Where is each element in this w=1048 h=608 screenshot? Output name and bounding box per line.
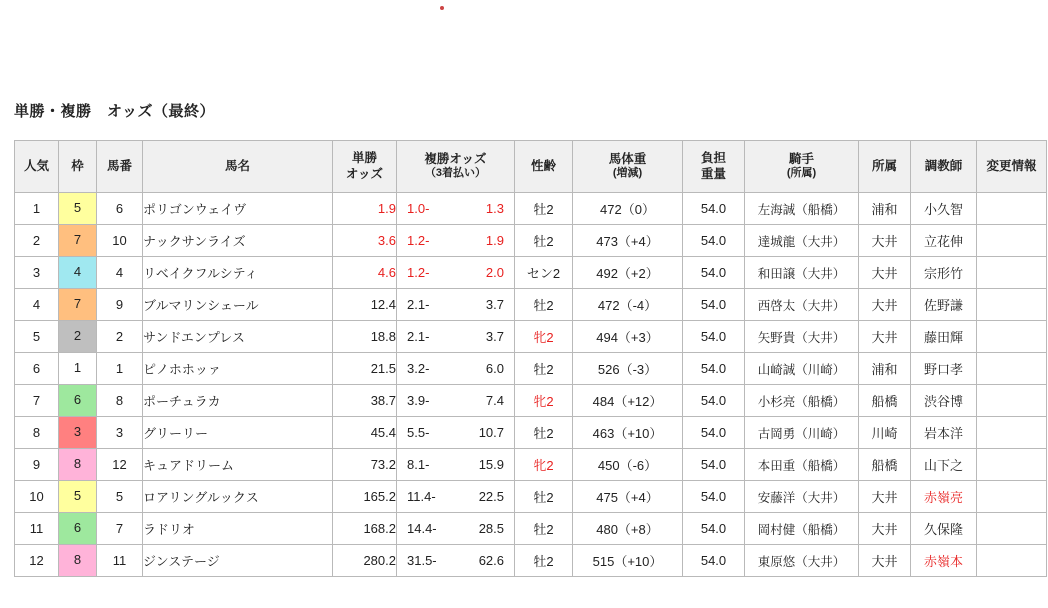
cell-tansho-odds: 165.2: [333, 481, 397, 513]
cell-futan: 54.0: [683, 257, 745, 289]
fukusho-high: 1.9: [485, 232, 504, 248]
cell-ninki: 4: [15, 289, 59, 321]
fukusho-high: 1.3: [485, 200, 504, 216]
cell-shozoku: 浦和: [859, 353, 911, 385]
cell-bamei[interactable]: ピノホホッァ: [143, 353, 333, 385]
cell-fukusho-odds: [397, 321, 515, 353]
cell-fukusho-odds: [397, 289, 515, 321]
cell-shozoku: 大井: [859, 481, 911, 513]
cell-kishu[interactable]: 和田譲（大井）: [745, 257, 859, 289]
header-henkou: 変更情報: [977, 141, 1047, 193]
cell-seirei: 牡2: [515, 545, 573, 577]
cell-seirei: セン2: [515, 257, 573, 289]
cell-shozoku: 浦和: [859, 193, 911, 225]
cell-ninki: 10: [15, 481, 59, 513]
cell-tansho-odds: 4.6: [333, 257, 397, 289]
cell-shozoku: 大井: [859, 321, 911, 353]
fukusho-low: 1.2-: [407, 232, 430, 248]
cell-seirei: 牡2: [515, 225, 573, 257]
cell-tansho-odds: 38.7: [333, 385, 397, 417]
waku-badge: 5: [59, 193, 96, 224]
cell-bataiju: 473（+4）: [573, 225, 683, 257]
cell-henkou: [977, 449, 1047, 481]
cell-fukusho-odds: [397, 545, 515, 577]
cell-seirei: 牝2: [515, 321, 573, 353]
cell-ninki: 6: [15, 353, 59, 385]
cell-waku: [59, 513, 97, 545]
table-row: [15, 257, 1047, 289]
cell-chokyoshi[interactable]: 藤田輝: [911, 321, 977, 353]
cell-futan: 54.0: [683, 353, 745, 385]
cell-seirei: 牡2: [515, 481, 573, 513]
waku-badge: 5: [59, 481, 96, 512]
cell-umaban: 1: [97, 353, 143, 385]
table-row: [15, 289, 1047, 321]
cell-chokyoshi[interactable]: 赤嶺亮: [911, 481, 977, 513]
fukusho-low: 2.1-: [407, 296, 430, 312]
fukusho-low: 1.2-: [407, 264, 430, 280]
fukusho-high: 10.7: [478, 424, 504, 440]
fukusho-low: 14.4-: [407, 520, 437, 536]
table-header-row: [15, 141, 1047, 193]
cell-kishu[interactable]: 東原悠（大井）: [745, 545, 859, 577]
cell-fukusho-odds: [397, 193, 515, 225]
header-shozoku: 所属: [859, 141, 911, 193]
table-row: [15, 193, 1047, 225]
cell-tansho-odds: 1.9: [333, 193, 397, 225]
cell-umaban: 8: [97, 385, 143, 417]
header-umaban: 馬番: [97, 141, 143, 193]
cell-futan: 54.0: [683, 449, 745, 481]
cell-shozoku: 大井: [859, 513, 911, 545]
fukusho-low: 3.9-: [407, 392, 430, 408]
cell-bataiju: 515（+10）: [573, 545, 683, 577]
cell-kishu[interactable]: 左海誠（船橋）: [745, 193, 859, 225]
waku-badge: 4: [59, 257, 96, 288]
cell-ninki: 5: [15, 321, 59, 353]
table-row: [15, 321, 1047, 353]
cell-henkou: [977, 321, 1047, 353]
cell-waku: [59, 321, 97, 353]
cell-waku: [59, 353, 97, 385]
cell-bataiju: 450（-6）: [573, 449, 683, 481]
cell-bamei[interactable]: ジンステージ: [143, 545, 333, 577]
cell-fukusho-odds: [397, 257, 515, 289]
cell-umaban: 5: [97, 481, 143, 513]
cell-bataiju: 472（0）: [573, 193, 683, 225]
waku-badge: 3: [59, 417, 96, 448]
cell-bataiju: 472（-4）: [573, 289, 683, 321]
cell-bataiju: 484（+12）: [573, 385, 683, 417]
cell-bataiju: 463（+10）: [573, 417, 683, 449]
cell-chokyoshi[interactable]: 山下之: [911, 449, 977, 481]
fukusho-low: 2.1-: [407, 328, 430, 344]
cell-bataiju: 475（+4）: [573, 481, 683, 513]
cell-seirei: 牝2: [515, 449, 573, 481]
cell-kishu[interactable]: 小杉亮（船橋）: [745, 385, 859, 417]
cell-henkou: [977, 481, 1047, 513]
cell-ninki: 2: [15, 225, 59, 257]
cell-futan: 54.0: [683, 321, 745, 353]
cell-fukusho-odds: [397, 513, 515, 545]
table-row: [15, 385, 1047, 417]
cell-henkou: [977, 289, 1047, 321]
cell-umaban: 9: [97, 289, 143, 321]
cell-chokyoshi[interactable]: 岩本洋: [911, 417, 977, 449]
waku-badge: 7: [59, 289, 96, 320]
waku-badge: 8: [59, 449, 96, 480]
waku-badge: 2: [59, 321, 96, 352]
fukusho-high: 15.9: [478, 456, 504, 472]
table-row: [15, 545, 1047, 577]
cell-waku: [59, 449, 97, 481]
cell-bataiju: 494（+3）: [573, 321, 683, 353]
fukusho-low: 8.1-: [407, 456, 430, 472]
header-seirei: 性齢: [515, 141, 573, 193]
header-ninki: 人気: [15, 141, 59, 193]
table-row: [15, 449, 1047, 481]
cell-futan: 54.0: [683, 513, 745, 545]
header-tansho-line1: 単勝: [351, 150, 377, 165]
cell-shozoku: 大井: [859, 289, 911, 321]
cell-bamei[interactable]: ポーチュラカ: [143, 385, 333, 417]
table-row: [15, 513, 1047, 545]
cell-kishu[interactable]: 本田重（船橋）: [745, 449, 859, 481]
cell-waku: [59, 193, 97, 225]
cell-chokyoshi[interactable]: 立花伸: [911, 225, 977, 257]
cell-kishu[interactable]: 古岡勇（川崎）: [745, 417, 859, 449]
cell-tansho-odds: 12.4: [333, 289, 397, 321]
cell-tansho-odds: 3.6: [333, 225, 397, 257]
cell-ninki: 9: [15, 449, 59, 481]
fukusho-high: 6.0: [485, 360, 504, 376]
cell-tansho-odds: 168.2: [333, 513, 397, 545]
cell-umaban: 10: [97, 225, 143, 257]
fukusho-high: 3.7: [485, 328, 504, 344]
cell-fukusho-odds: [397, 481, 515, 513]
waku-badge: 6: [59, 385, 96, 416]
cell-umaban: 2: [97, 321, 143, 353]
cell-henkou: [977, 353, 1047, 385]
cell-bamei[interactable]: ナックサンライズ: [143, 225, 333, 257]
cell-bamei[interactable]: リベイクフルシティ: [143, 257, 333, 289]
cell-chokyoshi[interactable]: 久保隆: [911, 513, 977, 545]
header-fukusho-line2: （3着払い）: [424, 167, 487, 180]
cell-seirei: 牡2: [515, 353, 573, 385]
cell-henkou: [977, 545, 1047, 577]
header-fukusho-line1: 複勝オッズ: [424, 151, 487, 166]
page-marker-dot: [440, 6, 444, 10]
cell-waku: [59, 289, 97, 321]
cell-fukusho-odds: [397, 417, 515, 449]
waku-badge: 6: [59, 513, 96, 544]
cell-chokyoshi[interactable]: 佐野謙: [911, 289, 977, 321]
cell-umaban: 12: [97, 449, 143, 481]
odds-table: [14, 140, 1047, 577]
cell-umaban: 11: [97, 545, 143, 577]
cell-ninki: 3: [15, 257, 59, 289]
cell-bamei[interactable]: ラドリオ: [143, 513, 333, 545]
cell-umaban: 4: [97, 257, 143, 289]
header-bataiju: [573, 141, 683, 193]
cell-chokyoshi[interactable]: 渋谷博: [911, 385, 977, 417]
fukusho-low: 11.4-: [407, 488, 436, 504]
cell-seirei: 牡2: [515, 513, 573, 545]
cell-tansho-odds: 18.8: [333, 321, 397, 353]
cell-waku: [59, 545, 97, 577]
fukusho-high: 62.6: [478, 552, 504, 568]
cell-waku: [59, 417, 97, 449]
cell-tansho-odds: 45.4: [333, 417, 397, 449]
cell-fukusho-odds: [397, 385, 515, 417]
table-row: [15, 417, 1047, 449]
header-waku: 枠: [59, 141, 97, 193]
cell-kishu[interactable]: 矢野貴（大井）: [745, 321, 859, 353]
cell-waku: [59, 257, 97, 289]
cell-henkou: [977, 385, 1047, 417]
cell-ninki: 11: [15, 513, 59, 545]
fukusho-low: 31.5-: [407, 552, 437, 568]
cell-henkou: [977, 193, 1047, 225]
header-futan-line1: 負担: [700, 150, 726, 165]
cell-kishu[interactable]: 西啓太（大井）: [745, 289, 859, 321]
cell-shozoku: 船橋: [859, 449, 911, 481]
odds-table-container: [14, 140, 1037, 577]
cell-chokyoshi[interactable]: 宗形竹: [911, 257, 977, 289]
header-tansho-line2: オッズ: [345, 166, 384, 181]
cell-futan: 54.0: [683, 289, 745, 321]
cell-umaban: 3: [97, 417, 143, 449]
fukusho-low: 1.0-: [407, 200, 430, 216]
cell-bamei[interactable]: ブルマリンシェール: [143, 289, 333, 321]
header-chokyoshi: 調教師: [911, 141, 977, 193]
cell-ninki: 7: [15, 385, 59, 417]
cell-henkou: [977, 513, 1047, 545]
cell-kishu[interactable]: 岡村健（船橋）: [745, 513, 859, 545]
cell-shozoku: 大井: [859, 257, 911, 289]
odds-table-body: [15, 193, 1047, 577]
cell-futan: 54.0: [683, 545, 745, 577]
cell-bamei[interactable]: サンドエンプレス: [143, 321, 333, 353]
table-row: [15, 225, 1047, 257]
fukusho-high: 2.0: [485, 264, 504, 280]
cell-chokyoshi[interactable]: 野口孝: [911, 353, 977, 385]
header-bamei: 馬名: [143, 141, 333, 193]
cell-bamei[interactable]: グリーリー: [143, 417, 333, 449]
cell-futan: 54.0: [683, 385, 745, 417]
fukusho-high: 7.4: [485, 392, 504, 408]
header-bataiju-line1: 馬体重: [608, 151, 647, 166]
fukusho-high: 28.5: [478, 520, 504, 536]
cell-waku: [59, 385, 97, 417]
cell-shozoku: 大井: [859, 545, 911, 577]
cell-futan: 54.0: [683, 225, 745, 257]
header-fukusho-odds: [397, 141, 515, 193]
cell-ninki: 12: [15, 545, 59, 577]
cell-chokyoshi[interactable]: 赤嶺本: [911, 545, 977, 577]
fukusho-low: 5.5-: [407, 424, 430, 440]
cell-bataiju: 526（-3）: [573, 353, 683, 385]
waku-badge: 1: [59, 353, 96, 384]
cell-shozoku: 川崎: [859, 417, 911, 449]
cell-tansho-odds: 21.5: [333, 353, 397, 385]
cell-ninki: 8: [15, 417, 59, 449]
cell-fukusho-odds: [397, 225, 515, 257]
fukusho-low: 3.2-: [407, 360, 430, 376]
cell-bamei[interactable]: キュアドリーム: [143, 449, 333, 481]
table-row: [15, 481, 1047, 513]
cell-henkou: [977, 417, 1047, 449]
cell-bamei[interactable]: ポリゴンウェイヴ: [143, 193, 333, 225]
cell-henkou: [977, 257, 1047, 289]
cell-futan: 54.0: [683, 417, 745, 449]
cell-tansho-odds: 73.2: [333, 449, 397, 481]
cell-chokyoshi[interactable]: 小久智: [911, 193, 977, 225]
cell-bataiju: 492（+2）: [573, 257, 683, 289]
cell-waku: [59, 225, 97, 257]
cell-fukusho-odds: [397, 353, 515, 385]
header-tansho-odds: [333, 141, 397, 193]
header-kishu: [745, 141, 859, 193]
cell-seirei: 牡2: [515, 193, 573, 225]
header-kishu-line2: (所属): [786, 167, 817, 180]
cell-kishu[interactable]: 達城龍（大井）: [745, 225, 859, 257]
cell-seirei: 牡2: [515, 289, 573, 321]
cell-henkou: [977, 225, 1047, 257]
cell-umaban: 7: [97, 513, 143, 545]
cell-seirei: 牡2: [515, 417, 573, 449]
cell-shozoku: 船橋: [859, 385, 911, 417]
fukusho-high: 3.7: [485, 296, 504, 312]
cell-ninki: 1: [15, 193, 59, 225]
cell-kishu[interactable]: 安藤洋（大井）: [745, 481, 859, 513]
waku-badge: 7: [59, 225, 96, 256]
cell-bataiju: 480（+8）: [573, 513, 683, 545]
cell-bamei[interactable]: ロアリングルックス: [143, 481, 333, 513]
waku-badge: 8: [59, 545, 96, 576]
cell-kishu[interactable]: 山崎誠（川崎）: [745, 353, 859, 385]
cell-seirei: 牝2: [515, 385, 573, 417]
page-title: 単勝・複勝 オッズ（最終）: [14, 103, 216, 120]
cell-umaban: 6: [97, 193, 143, 225]
fukusho-high: 22.5: [478, 488, 504, 504]
header-bataiju-line2: (増減): [612, 167, 643, 180]
table-row: [15, 353, 1047, 385]
header-futan: [683, 141, 745, 193]
cell-waku: [59, 481, 97, 513]
header-kishu-line1: 騎手: [788, 151, 814, 166]
cell-futan: 54.0: [683, 193, 745, 225]
cell-fukusho-odds: [397, 449, 515, 481]
header-futan-line2: 重量: [700, 166, 726, 181]
cell-tansho-odds: 280.2: [333, 545, 397, 577]
cell-futan: 54.0: [683, 481, 745, 513]
cell-shozoku: 大井: [859, 225, 911, 257]
